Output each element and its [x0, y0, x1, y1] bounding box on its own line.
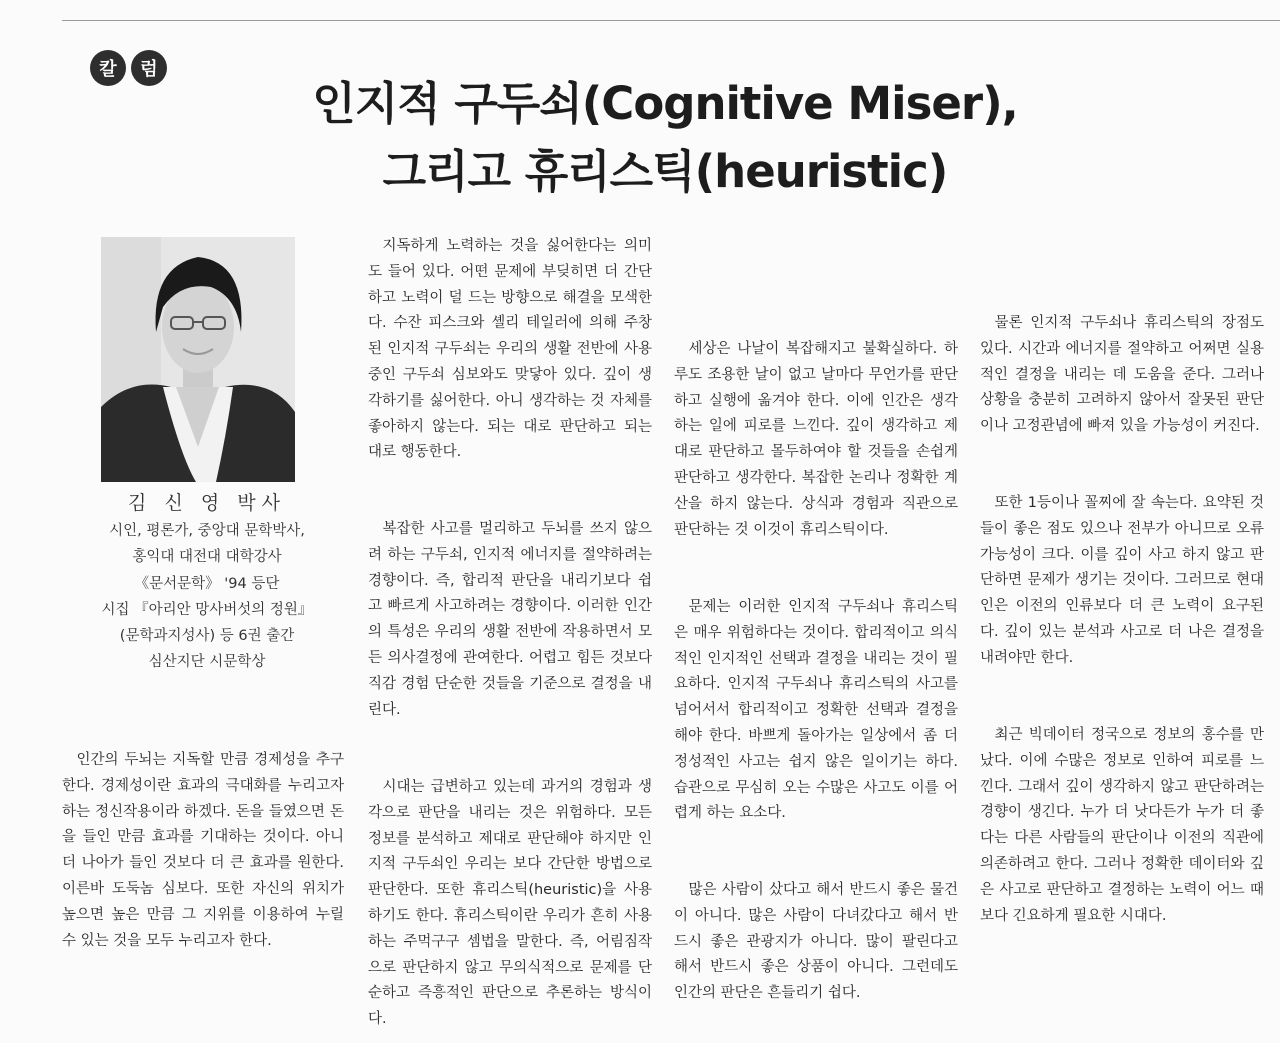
author-bio-line: 심산지단 시문학상 — [148, 654, 266, 671]
author-bio — [62, 518, 352, 676]
body-paragraph-3: 복잡한 사고를 멀리하고 두뇌를 쓰지 않으려 하는 구두쇠, 인지적 에너지를 절약하려는 경향이다. 즉, 합리적 판단을 내리기보다 쉽고 빠르게 사고하려는 경향이다. 이러한 인간의 특성은 우리의 생활 전반에 작용하면서 모든 의사결정에 관여한다. 어렵고 힘든 것보다 직감 경험 단순한 것들을 기준으로 결정을 내린다. — [368, 521, 652, 718]
body-paragraph-10: 최근 빅데이터 정국으로 정보의 홍수를 만났다. 이에 수많은 정보로 인하여 피로를 느낀다. 그래서 깊이 생각하지 않고 판단하려는 경향이 생긴다. 누가 더 낫다든가 누가 더 좋다는 다른 사람들의 판단이나 이전의 직관에 의존하려고 한다. 그러나 정확한 데이터와 깊은 사고로 판단하고 결정하는 노력이 어느 때보다 긴요하게 필요한 시대다. — [980, 727, 1264, 924]
author-photo — [101, 237, 295, 482]
column-badge-1: 칼 — [90, 50, 126, 86]
top-rule — [62, 20, 1280, 21]
author-name: 김 신 영 박사 — [128, 492, 286, 514]
body-paragraph-4: 시대는 급변하고 있는데 과거의 경험과 생각으로 판단을 내리는 것은 위험하다. 모든 정보를 분석하고 제대로 판단해야 하지만 인지적 구두쇠인 우리는 보다 간단한 방법으로 판단한다. 또한 휴리스틱(heuristic)을 사용하기도 한다. 휴리스틱이란 우리가 흔히 사용하는 주먹구구 셈법을 말한다. 즉, 어림짐작으로 판단하지 않고 무의식적으로 문제를 단순하고 즉흥적인 판단으로 추론하는 방식이다. — [368, 779, 652, 1028]
body-paragraph-5: 세상은 나날이 복잡해지고 불확실하다. 하루도 조용한 날이 없고 날마다 무언가를 판단하고 실행에 옮겨야 한다. 이에 인간은 생각하는 일에 피로를 느낀다. 깊이 생각하고 제대로 판단하고 몰두하여야 할 것들을 손쉽게 판단하고 생각한다. 복잡한 논리나 정확한 계산을 하지 않는다. 상식과 경험과 직관으로 판단하는 것 이것이 휴리스틱이다. — [674, 341, 958, 538]
body-paragraph-6: 문제는 이러한 인지적 구두쇠나 휴리스틱은 매우 위험하다는 것이다. 합리적이고 의식적인 인지적인 선택과 결정을 내리는 것이 필요하다. 인지적 구두쇠나 휴리스틱의 사고를 넘어서서 합리적이고 정확한 선택과 결정을 해야 한다. 바쁘게 돌아가는 일상에서 좀 더 정성적인 사고는 쉽지 않은 일이기는 하다. 습관으로 무심히 오는 수많은 사고도 이를 어렵게 하는 요소다. — [674, 599, 958, 822]
author-bio-line: 《문서문학》 '94 등단 — [134, 575, 280, 592]
body-paragraph-1: 인간의 두뇌는 지독할 만큼 경제성을 추구한다. 경제성이란 효과의 극대화를 누리고자 하는 정신작용이라 하겠다. 돈을 들였으면 돈을 들인 만큼 효과를 기대하는 것이다. 아니 더 나아가 들인 것보다 더 큰 효과를 원한다. 이른바 도둑놈 심보다. 또한 자신의 위치가 높으면 높은 만큼 그 지위를 이용하여 누릴 수 있는 것을 모두 누리고자 한다. — [62, 752, 344, 949]
body-paragraph-7: 많은 사람이 샀다고 해서 반드시 좋은 물건이 아니다. 많은 사람이 다녀갔다고 해서 반드시 좋은 관광지가 아니다. 많이 팔린다고 해서 반드시 좋은 상품이 아니다. 그런데도 인간의 판단은 흔들리기 쉽다. — [674, 882, 958, 1002]
headline-line-2: 그리고 휴리스틱(heuristic) — [382, 145, 948, 198]
body-paragraph-8: 물론 인지적 구두쇠나 휴리스틱의 장점도 있다. 시간과 에너지를 절약하고 어쩌면 실용적인 결정을 내리는 데 도움을 준다. 그러나 상황을 충분히 고려하지 않아서 잘못된 판단이나 고정관념에 빠져 있을 가능성이 커진다. — [980, 315, 1264, 435]
body-paragraph-2: 지독하게 노력하는 것을 싫어한다는 의미도 들어 있다. 어떤 문제에 부딪히면 더 간단하고 노력이 덜 드는 방향으로 해결을 모색한다. 수잔 피스크와 셸리 테일러에 의해 주창된 인지적 구두쇠는 우리의 생활 전반에 사용 중인 구두쇠 심보와도 맞닿아 있다. 깊이 생각하기를 싫어한다. 아니 생각하는 것 자체를 좋아하지 않는다. 되는 대로 판단하고 되는 대로 행동한다. — [368, 238, 652, 461]
author-bio-line: 홍익대 대전대 대학강사 — [132, 549, 282, 566]
author-portrait-image — [101, 237, 295, 482]
author-bio-line: 시집 『아리안 망사버섯의 정원』 — [101, 601, 313, 618]
body-paragraph-9: 또한 1등이나 꼴찌에 잘 속는다. 요약된 것들이 좋은 점도 있으나 전부가 아니므로 오류 가능성이 크다. 이를 깊이 사고 하지 않고 판단하면 문제가 생기는 것이다. 그러므로 현대인은 이전의 인류보다 더 큰 노력이 요구된다. 깊이 있는 분석과 사고로 더 나은 결정을 내려야만 한다. — [980, 495, 1264, 666]
author-bio-line: 시인, 평론가, 중앙대 문학박사, — [109, 523, 305, 539]
headline — [180, 70, 1150, 206]
column-badge-2: 럼 — [131, 50, 167, 86]
author-bio-line: (문학과지성사) 등 6권 출간 — [119, 628, 295, 645]
headline-line-1: 인지적 구두쇠(Cognitive Miser), — [312, 77, 1018, 130]
